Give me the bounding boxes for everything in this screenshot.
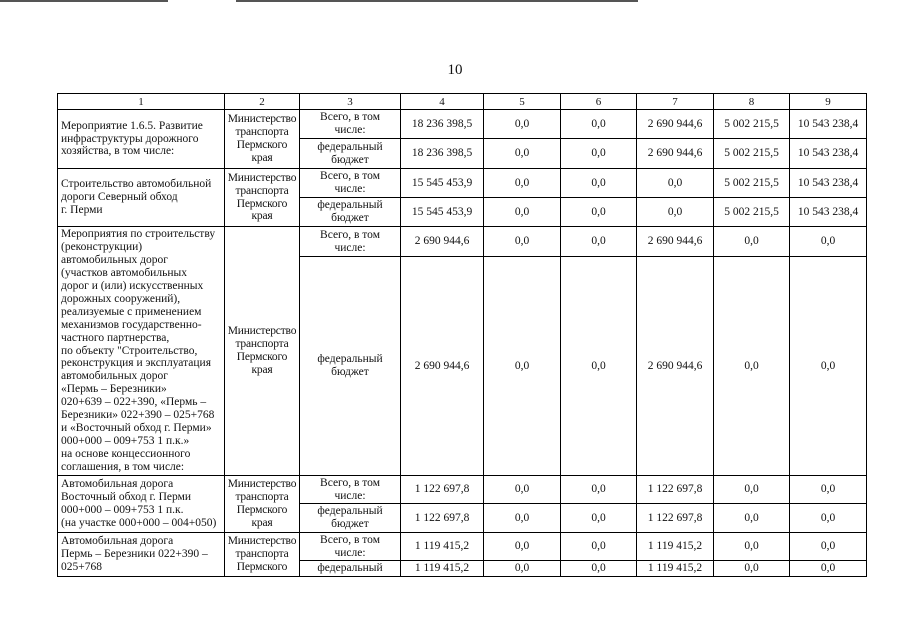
funding-source-cell: Всего, в том числе: (300, 169, 401, 198)
amount-col-7-cell: 1 122 697,8 (637, 476, 714, 504)
amount-col-6-cell: 0,0 (561, 561, 637, 577)
amount-col-9-cell: 0,0 (790, 227, 867, 257)
amount-col-9-cell: 0,0 (790, 476, 867, 504)
amount-col-4-cell: 15 545 453,9 (401, 169, 484, 198)
column-number-header: 3 (300, 94, 401, 110)
amount-col-8-cell: 5 002 215,5 (714, 169, 790, 198)
funding-source-cell: Всего, в том числе: (300, 110, 401, 139)
amount-col-5-cell: 0,0 (484, 561, 561, 577)
amount-col-6-cell: 0,0 (561, 227, 637, 257)
funding-source-cell: федеральный бюджет (300, 139, 401, 169)
column-number-header: 6 (561, 94, 637, 110)
amount-col-8-cell: 0,0 (714, 561, 790, 577)
funding-source-cell: Всего, в том числе: (300, 227, 401, 257)
amount-col-9-cell: 10 543 238,4 (790, 139, 867, 169)
amount-col-7-cell: 2 690 944,6 (637, 257, 714, 476)
column-number-header: 2 (225, 94, 300, 110)
amount-col-4-cell: 2 690 944,6 (401, 227, 484, 257)
amount-col-7-cell: 0,0 (637, 169, 714, 198)
page-number: 10 (447, 62, 463, 78)
amount-col-5-cell: 0,0 (484, 533, 561, 561)
scan-edge-line (236, 0, 638, 2)
amount-col-6-cell: 0,0 (561, 169, 637, 198)
amount-col-4-cell: 1 122 697,8 (401, 504, 484, 533)
column-number-header: 8 (714, 94, 790, 110)
funding-source-cell: федеральный бюджет (300, 257, 401, 476)
amount-col-6-cell: 0,0 (561, 139, 637, 169)
amount-col-9-cell: 10 543 238,4 (790, 169, 867, 198)
amount-col-5-cell: 0,0 (484, 504, 561, 533)
amount-col-5-cell: 0,0 (484, 169, 561, 198)
executor-cell: Министерство транспорта Пермского края (225, 110, 300, 169)
amount-col-5-cell: 0,0 (484, 227, 561, 257)
amount-col-7-cell: 2 690 944,6 (637, 227, 714, 257)
executor-cell: Министерство транспорта Пермского края (225, 227, 300, 476)
amount-col-8-cell: 0,0 (714, 504, 790, 533)
amount-col-4-cell: 1 119 415,2 (401, 533, 484, 561)
executor-cell: Министерство транспорта Пермского (225, 533, 300, 577)
executor-cell: Министерство транспорта Пермского края (225, 476, 300, 533)
measure-name-cell: Мероприятия по строительству (реконструкции) автомобильных дорог (участков автомобильных дорог и (или) искусственных дорожных сооружений), реализуемые с применением механизмов государственно- частного партнерства, по объекту "Строительство, реконструкция и эксплуатация автомобильных дорог «Пермь – Березники» 020+639 – 022+390, «Пермь – Березники» 022+390 – 025+768 и «Восточный обход г. Перми» 000+000 – 009+753 1 п.к.» на основе концессионного соглашения, в том числе: (58, 227, 225, 476)
amount-col-9-cell: 10 543 238,4 (790, 110, 867, 139)
column-number-header: 1 (58, 94, 225, 110)
amount-col-4-cell: 18 236 398,5 (401, 110, 484, 139)
funding-source-cell: федеральный бюджет (300, 504, 401, 533)
amount-col-5-cell: 0,0 (484, 110, 561, 139)
amount-col-9-cell: 0,0 (790, 257, 867, 476)
column-number-header: 5 (484, 94, 561, 110)
amount-col-9-cell: 0,0 (790, 504, 867, 533)
amount-col-7-cell: 1 119 415,2 (637, 561, 714, 577)
amount-col-5-cell: 0,0 (484, 476, 561, 504)
amount-col-7-cell: 1 119 415,2 (637, 533, 714, 561)
amount-col-6-cell: 0,0 (561, 504, 637, 533)
amount-col-4-cell: 15 545 453,9 (401, 198, 484, 227)
column-number-header: 4 (401, 94, 484, 110)
amount-col-6-cell: 0,0 (561, 476, 637, 504)
amount-col-8-cell: 0,0 (714, 227, 790, 257)
amount-col-4-cell: 2 690 944,6 (401, 257, 484, 476)
amount-col-7-cell: 2 690 944,6 (637, 110, 714, 139)
amount-col-7-cell: 0,0 (637, 198, 714, 227)
scan-edge-line (0, 0, 168, 2)
measure-name-cell: Автомобильная дорога Пермь – Березники 022+390 – 025+768 (58, 533, 225, 577)
amount-col-6-cell: 0,0 (561, 533, 637, 561)
amount-col-5-cell: 0,0 (484, 257, 561, 476)
amount-col-8-cell: 0,0 (714, 533, 790, 561)
amount-col-7-cell: 2 690 944,6 (637, 139, 714, 169)
amount-col-6-cell: 0,0 (561, 110, 637, 139)
executor-cell: Министерство транспорта Пермского края (225, 169, 300, 227)
amount-col-4-cell: 1 122 697,8 (401, 476, 484, 504)
budget-table (57, 93, 867, 577)
amount-col-8-cell: 0,0 (714, 476, 790, 504)
funding-source-cell: федеральный бюджет (300, 198, 401, 227)
amount-col-8-cell: 5 002 215,5 (714, 139, 790, 169)
measure-name-cell: Мероприятие 1.6.5. Развитие инфраструктуры дорожного хозяйства, в том числе: (58, 110, 225, 169)
amount-col-4-cell: 18 236 398,5 (401, 139, 484, 169)
funding-source-cell: Всего, в том числе: (300, 476, 401, 504)
funding-source-cell: федеральный (300, 561, 401, 577)
amount-col-9-cell: 0,0 (790, 533, 867, 561)
measure-name-cell: Строительство автомобильной дороги Северный обход г. Перми (58, 169, 225, 227)
amount-col-5-cell: 0,0 (484, 198, 561, 227)
amount-col-6-cell: 0,0 (561, 198, 637, 227)
amount-col-4-cell: 1 119 415,2 (401, 561, 484, 577)
amount-col-8-cell: 5 002 215,5 (714, 110, 790, 139)
funding-source-cell: Всего, в том числе: (300, 533, 401, 561)
amount-col-8-cell: 5 002 215,5 (714, 198, 790, 227)
amount-col-5-cell: 0,0 (484, 139, 561, 169)
amount-col-6-cell: 0,0 (561, 257, 637, 476)
amount-col-9-cell: 10 543 238,4 (790, 198, 867, 227)
column-number-header: 9 (790, 94, 867, 110)
amount-col-9-cell: 0,0 (790, 561, 867, 577)
measure-name-cell: Автомобильная дорога Восточный обход г. Перми 000+000 – 009+753 1 п.к. (на участке 000+000 – 004+050) (58, 476, 225, 533)
column-number-header: 7 (637, 94, 714, 110)
amount-col-7-cell: 1 122 697,8 (637, 504, 714, 533)
amount-col-8-cell: 0,0 (714, 257, 790, 476)
